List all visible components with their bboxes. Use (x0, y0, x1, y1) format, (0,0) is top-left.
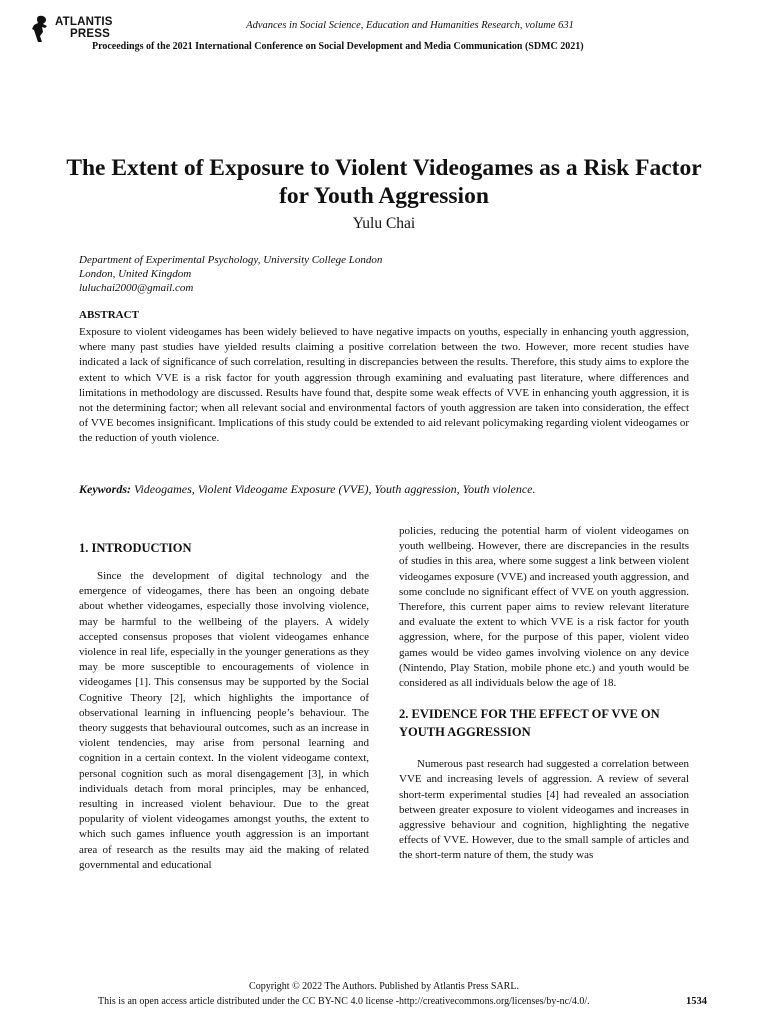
keywords-list: Videogames, Violent Videogame Exposure (VVE), Youth aggression, Youth violence. (134, 482, 536, 496)
left-column (79, 539, 369, 873)
keywords-label: Keywords: (79, 482, 131, 496)
section-heading-introduction: 1. INTRODUCTION (79, 541, 192, 555)
keywords (79, 482, 699, 497)
affiliation-email: luluchai2000@gmail.com (79, 282, 194, 294)
page-number: 1534 (686, 996, 707, 1007)
introduction-paragraph-continued: policies, reducing the potential harm of violent videogames on youth wellbeing. However, there are discrepancies in the results of studies in this area, where some suggest a link between violent videogames exposure (VVE) and increased youth aggression, and some conclude no significant effect of VVE on youth aggression. Therefore, this current paper aims to review relevant literature and evaluate the extent to which VVE is a risk factor for youth aggression, where, for the purpose of this paper, violent video games would be video games involving violence on any device (Nintendo, Play Station, mobile phone etc.) and youth would be considered as all individuals below the age of 18. (399, 525, 689, 690)
logo-line1: ATLANTIS (55, 16, 113, 28)
author-affiliation (79, 253, 382, 295)
journal-name: Advances in Social Science, Education and Humanities Research, volume 631 (246, 20, 574, 31)
logo-line2: PRESS (70, 28, 110, 40)
evidence-paragraph: Numerous past research had suggested a correlation between VVE and increasing levels of aggression. A review of several short-term experimental studies [4] had revealed an association between greater exposure to violent videogames and increases in aggressive behaviour and cognition, highlighting the negative effects of VVE. However, due to the small sample of articles and the short-term nature of them, the study was (399, 758, 689, 862)
affiliation-location: London, United Kingdom (79, 268, 192, 280)
affiliation-department: Department of Experimental Psychology, University College London (79, 254, 383, 266)
abstract-heading: ABSTRACT (79, 309, 139, 321)
author-name: Yulu Chai (352, 215, 416, 232)
paper-title: The Extent of Exposure to Violent Videogames as a Risk Factor for Youth Aggression (66, 155, 702, 209)
right-column (399, 524, 689, 864)
introduction-paragraph: Since the development of digital technology and the emergence of videogames, there has been an ongoing debate about whether videogames, especially those involving violence, may be harmful to the wellbeing of the players. A widely accepted consensus proposes that violent videogames enhance violence in real life, especially in the younger generations as they may be more susceptible to encouragements of violence in videogames [1]. This consensus may be supported by the Social Cognitive Theory [2], which highlights the importance of observational learning in influencing people’s behaviour. The theory suggests that behavioural outcomes, such as an increase in violent tendencies, may arise from personal learning and cognition in a certain context. In the violent videogame context, personal cognition such as moral disengagement [3], in which individuals detach from moral principles, may be enhanced, resulting in increased violent behaviour. Due to the great popularity of violent videogames amongst youths, the extent to which such games influence youth aggression is an important area of research as the results may aid the making of related governmental and educational (79, 570, 369, 871)
proceedings-name: Proceedings of the 2021 International Conference on Social Development and Media Communication (SDMC 2021) (92, 41, 584, 52)
copyright-notice: Copyright © 2022 The Authors. Published by Atlantis Press SARL. (249, 981, 519, 992)
license-notice: This is an open access article distributed under the CC BY-NC 4.0 license -http://creativecommons.org/licenses/by-nc/4.0/. (98, 996, 590, 1007)
abstract-text: Exposure to violent videogames has been widely believed to have negative impacts on youths, especially in enhancing youth aggression, where many past studies have yielded results claiming a positive correlation between the two. However, more recent studies have indicated a lack of significance of such correlation, resulting in discrepancies between the results. Therefore, this study aims to explore the extent to which VVE is a risk factor for youth aggression through examining and evaluating past literature, where differences and limitations in methodology are discussed. Results have found that, despite some weak effects of VVE in enhancing youth aggression, it is not the determining factor; when all relevant social and environmental factors of youth aggression are taken into consideration, the effect of VVE becomes insignificant. Implications of this study could be extended to aid relevant policymaking regarding violent videogames or the reduction of youth violence. (79, 326, 689, 445)
logo-wordmark (55, 16, 113, 40)
section-heading-evidence: 2. EVIDENCE FOR THE EFFECT OF VVE ON YOUTH AGGRESSION (399, 707, 660, 740)
atlantis-figure-icon (30, 14, 52, 44)
